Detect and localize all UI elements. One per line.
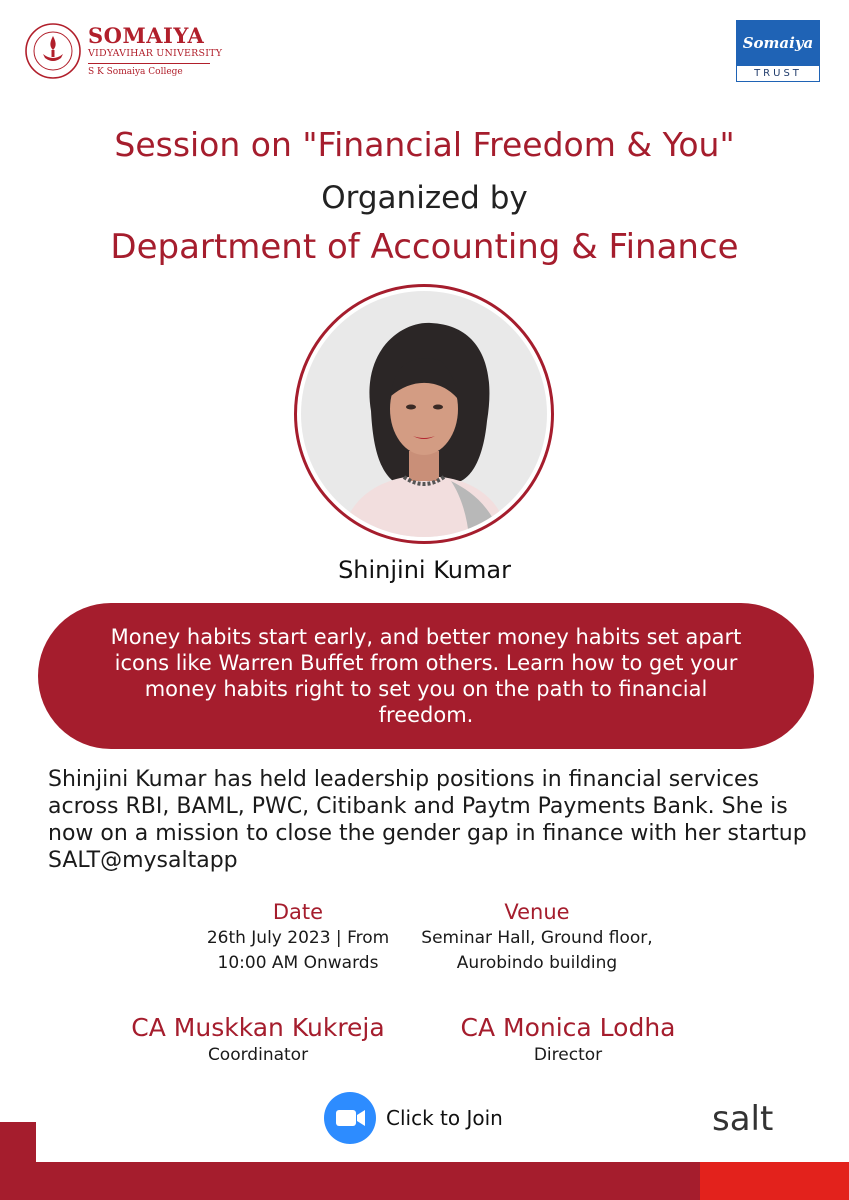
trust-logo-text: TRUST: [736, 66, 820, 82]
venue-block: [418, 898, 656, 976]
speaker-name: Shinjini Kumar: [338, 556, 511, 584]
venue-value: Seminar Hall, Ground floor, Aurobindo building: [421, 928, 653, 973]
date-label: Date: [272, 900, 324, 924]
speaker-bio: Shinjini Kumar has held leadership positions in financial services across RBI, BAML, PWC, Citibank and Paytm Payments Bank. She is now on a mission to close the gender gap in finance with her startup SALT@mysaltapp: [48, 767, 807, 873]
university-seal-icon: [24, 22, 82, 80]
brand-divider: [88, 63, 210, 64]
somaiya-trust-logo: [736, 20, 820, 82]
speaker-photo-icon: [301, 291, 547, 537]
organized-by-label: Organized by: [321, 180, 528, 216]
coordinator-block: [106, 1012, 410, 1066]
director-role: Director: [533, 1045, 603, 1065]
director-block: [430, 1012, 706, 1066]
salt-logo-text: salt: [712, 1099, 774, 1139]
trust-logo-script: Somaiya: [742, 34, 814, 52]
session-title: Session on "Financial Freedom & You": [114, 125, 735, 164]
date-block: [186, 898, 410, 976]
footer-bar-accent: [700, 1162, 849, 1200]
university-subtitle: VIDYAVIHAR UNIVERSITY: [88, 48, 223, 59]
join-button[interactable]: [324, 1092, 503, 1144]
somaiya-university-logo: [24, 22, 224, 84]
coordinator-role: Coordinator: [207, 1045, 309, 1065]
trust-logo-badge: [736, 20, 820, 66]
college-name: S K Somaiya College: [88, 67, 183, 77]
university-name: SOMAIYA: [88, 23, 205, 48]
salt-logo: [712, 1098, 796, 1140]
join-label[interactable]: Click to Join: [386, 1106, 503, 1130]
speaker-portrait: [294, 284, 554, 544]
venue-label: Venue: [504, 900, 570, 924]
director-name: CA Monica Lodha: [460, 1013, 676, 1042]
session-highlight-banner: [38, 603, 814, 749]
coordinator-name: CA Muskkan Kukreja: [131, 1013, 385, 1042]
session-highlight-text: Money habits start early, and better money habits set apart icons like Warren Buffet from others. Learn how to get your money habits right to set you on the path to financial freedom.: [110, 625, 742, 727]
department-name: Department of Accounting & Finance: [110, 227, 739, 267]
zoom-video-icon[interactable]: [324, 1092, 376, 1144]
date-value: 26th July 2023 | From 10:00 AM Onwards: [206, 928, 390, 973]
